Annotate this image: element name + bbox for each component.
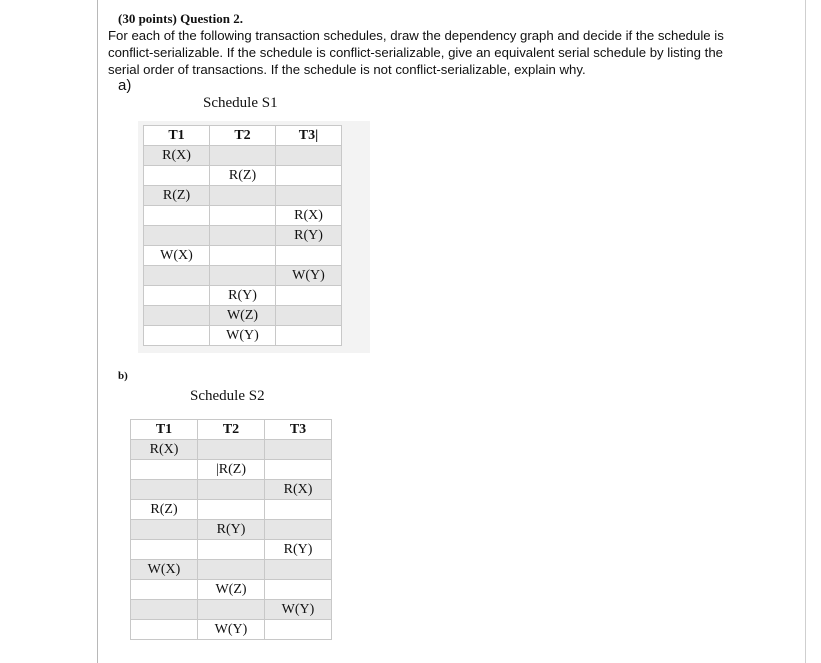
table-cell [144,326,210,346]
table-cell [276,166,342,186]
table-cell [144,306,210,326]
table-cell: R(Z) [144,186,210,206]
table-cell: W(X) [131,560,198,580]
table-cell [210,226,276,246]
table-cell [265,500,332,520]
table-row [131,600,332,620]
table-cell [210,206,276,226]
column-header: T2 [210,126,276,146]
question-heading: (30 points) Question 2. [118,11,243,26]
table-cell [131,620,198,640]
table-cell [210,246,276,266]
page-left-edge [97,0,98,663]
table-cell: R(Y) [198,520,265,540]
table-row [144,146,342,166]
table-cell [276,246,342,266]
question-instructions: For each of the following transaction schedules, draw the dependency graph and decide if the schedule is conflict-serializable. If the schedule is conflict-serializable, give an equivalent serial schedule by listing the serial order of transactions. If the schedule is not conflict-serializable, explain why. [108,28,724,77]
table-cell [210,146,276,166]
table-cell [265,520,332,540]
table-cell [210,266,276,286]
schedule-s2-table [130,419,332,640]
table-row [131,500,332,520]
table-cell [265,560,332,580]
table-cell [131,460,198,480]
table-cell [276,146,342,166]
table-cell: R(X) [144,146,210,166]
table-header-row [144,126,342,146]
table-row [131,540,332,560]
page-right-edge [805,0,806,663]
table-cell [276,326,342,346]
table-row [131,480,332,500]
table-cell [210,186,276,206]
table-cell [265,460,332,480]
table-cell: R(X) [131,440,198,460]
table-cell: R(Z) [131,500,198,520]
table-cell: R(Y) [276,226,342,246]
table-row [131,560,332,580]
table-header-row [131,420,332,440]
table-cell [144,266,210,286]
column-header: T3| [276,126,342,146]
table-row [144,186,342,206]
table-cell [131,480,198,500]
table-cell [131,580,198,600]
table-row [144,266,342,286]
schedule-s1-table [143,125,342,346]
table-cell: R(Y) [210,286,276,306]
table-row [131,520,332,540]
table-cell [144,286,210,306]
table-cell [198,500,265,520]
table-row [131,440,332,460]
table-cell [198,600,265,620]
table-row [131,580,332,600]
column-header: T3 [265,420,332,440]
part-b-label: b) [118,370,128,382]
table-cell: R(X) [265,480,332,500]
table-cell [131,520,198,540]
table-row [144,166,342,186]
table-cell [144,166,210,186]
table-cell [198,440,265,460]
table-cell [198,540,265,560]
table-cell [276,186,342,206]
column-header: T1 [144,126,210,146]
table-cell [198,480,265,500]
table-row [144,226,342,246]
schedule-s2-title: Schedule S2 [190,388,265,404]
table-cell: |R(Z) [198,460,265,480]
table-cell: R(Y) [265,540,332,560]
table-cell: W(Z) [198,580,265,600]
table-cell: W(Y) [276,266,342,286]
table-cell: R(Z) [210,166,276,186]
table-row [144,306,342,326]
part-a-label: a) [118,77,132,94]
table-cell [265,440,332,460]
table-cell [265,620,332,640]
schedule-s1-title: Schedule S1 [203,95,278,111]
table-cell: R(X) [276,206,342,226]
table-cell: W(Z) [210,306,276,326]
table-cell [144,206,210,226]
table-cell [131,600,198,620]
table-cell [276,306,342,326]
table-cell [131,540,198,560]
table-cell [265,580,332,600]
table-row [131,460,332,480]
table-cell: W(Y) [210,326,276,346]
table-cell [276,286,342,306]
column-header: T2 [198,420,265,440]
column-header: T1 [131,420,198,440]
table-cell: W(Y) [265,600,332,620]
table-cell: W(Y) [198,620,265,640]
table-row [131,620,332,640]
table-cell: W(X) [144,246,210,266]
table-cell [198,560,265,580]
table-row [144,246,342,266]
table-cell [144,226,210,246]
table-row [144,286,342,306]
table-row [144,326,342,346]
table-row [144,206,342,226]
